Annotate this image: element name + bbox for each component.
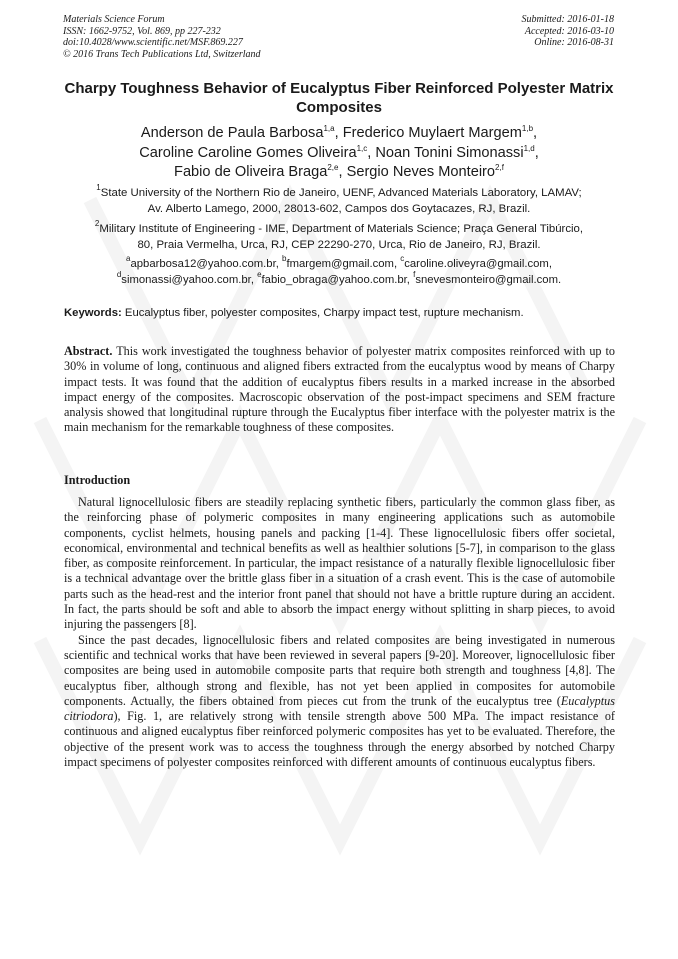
keywords-text: Eucalyptus fiber, polyester composites, Charpy impact test, rupture mechanism.: [124, 307, 524, 319]
issn-line: ISSN: 1662-9752, Vol. 869, pp 227-232: [63, 25, 221, 37]
affiliation-line: State University of the Northern Rio de Janeiro, UENF, Advanced Materials Laboratory, LAMAV;: [100, 187, 582, 199]
email-link[interactable]: apbarbosa12@yahoo.com.br: [130, 258, 276, 270]
journal-header: [63, 14, 261, 60]
abstract: [64, 344, 615, 436]
author-name: Caroline Caroline Gomes Oliveira: [139, 144, 357, 161]
author-name: Noan Tonini Simonassi: [375, 144, 524, 161]
author-sup: 2,e: [327, 163, 339, 172]
affiliation-line: Av. Alberto Lamego, 2000, 28013-602, Campos dos Goytacazes, RJ, Brazil.: [147, 203, 531, 215]
section-heading: Introduction: [64, 473, 131, 487]
email-sup: c: [400, 254, 405, 263]
paragraph: [64, 633, 615, 771]
author-sup: 1,b: [521, 124, 534, 133]
abstract-text: This work investigated the toughness behavior of polyester matrix composites reinforced with up to 30% in volume of long, continuous and aligned fibers extracted from the eucalyptus wood by means of Charpy impact tests. It was found that the addition of eucalyptus fibers results in a marked increase in the absorbed impact energy of the composites. Macroscopic observation of the post-impact specimens and SEM fracture analysis showed that longitudinal rupture through the Eucalyptus fiber interface with the polyester matrix is the main mechanism for the remarkable toughness of these composites.: [64, 344, 615, 435]
affiliation-sup: 1: [96, 183, 101, 192]
email-sup: a: [126, 254, 131, 263]
email-link[interactable]: fabio_obraga@yahoo.com.br: [261, 273, 407, 286]
email-list: $^a$apbarbosa12@yahoo.com.br, $^b$fmargem@gmail.com, $^c$caroline.oliveyra@gmail.com, $^d$simonassi@yahoo.com.br, $^e$fabio_obraga@yahoo.com.br, $^f$snevesmonteiro@gmail.com.: [116, 254, 562, 286]
dates-header: [522, 14, 615, 49]
author-name: Fabio de Oliveira Braga: [174, 164, 328, 180]
email-link[interactable]: simonassi@yahoo.com.br: [121, 273, 251, 286]
affiliation-sup: 2: [94, 219, 100, 228]
journal-name: Materials Science Forum: [63, 14, 165, 25]
paper-title: Charpy Toughness Behavior of Eucalyptus Fiber Reinforced Polyester Matrix Composites: [64, 80, 614, 116]
author-sup: 2,f: [495, 163, 504, 172]
email-sup: b: [282, 254, 287, 263]
affiliation-2: [62, 221, 616, 253]
email-link[interactable]: caroline.oliveyra@gmail.com: [404, 258, 549, 270]
author-sup: 1,d: [523, 143, 535, 153]
email-link[interactable]: fmargem@gmail.com: [286, 258, 394, 270]
introduction-body: [64, 495, 615, 770]
author-sup: 1,a: [323, 124, 335, 133]
author-name: Frederico Muylaert Margem: [342, 125, 522, 141]
author-sup: 1,c: [356, 143, 368, 153]
abstract-label: Abstract.: [64, 344, 113, 358]
affiliation-line: Military Institute of Engineering - IME, Department of Materials Science; Praça General Tibúrcio,: [99, 223, 584, 235]
submitted-date: Submitted: 2016-01-18: [521, 14, 614, 25]
accepted-date: Accepted: 2016-03-10: [524, 25, 614, 37]
author-name: Anderson de Paula Barbosa: [140, 125, 324, 141]
author-name: Sergio Neves Monteiro: [346, 164, 496, 180]
paragraph: Natural lignocellulosic fibers are steadily replacing synthetic fibers, particularly the common glass fiber, as the reinforcing phase of polymeric composites in many engineering applications such as automobile components, cyclist helmets, housing panels and packing [1-4]. These lignocellulosic fibers offer societal, economical, environmental and technical benefits as well as healthier solutions [5-7], in comparison to the glass fiber, as composite reinforcement. In particular, the impact resistance of a naturally flexible lignocellulosic fiber is a technical advantage over the brittle glass fiber in a situation of a crash event. This is the case of automobile parts such as the head-rest and the interior front panel that should not have a brittle rupture during an accident. In fact, the parts should be soft and able to absorb the impact energy without splitting in sharp pieces, to avoid injuring the passengers [8].: [64, 495, 615, 632]
keywords: [64, 306, 616, 320]
email-sup: f: [413, 269, 416, 279]
species-name: Eucalyptus citriodora: [64, 693, 615, 724]
email-sup: d: [116, 269, 122, 279]
email-sup: e: [257, 269, 262, 279]
email-link[interactable]: snevesmonteiro@gmail.com: [415, 273, 559, 286]
copyright-line: © 2016 Trans Tech Publications Ltd, Switzerland: [63, 48, 261, 60]
author-list: Anderson de Paula Barbosa$^{1,a}$, Frederico Muylaert Margem$^{1,b}$, Caroline Caroline Gomes Oliveira$^{1,c}$, Noan Tonini Simonassi$^{1,d}$, Fabio de Oliveira Braga$^{2,e}$, Sergio Neves Monteiro$^{2,f}$: [139, 124, 539, 180]
online-date: Online: 2016-08-31: [534, 37, 614, 49]
keywords-label: Keywords:: [64, 307, 122, 319]
affiliation-1: [62, 185, 616, 217]
paragraph-text: Since the past decades, lignocellulosic fibers and related composites are being investigated in numerous scientific and technical works that have been reviewed in several papers [9-20]. Moreover, lignocellulosic fiber composites are being used in automobile composite parts that require both strength and toughness [4,8]. The eucalyptus fiber, although strong and flexible, has not yet been applied in composites for automobile components. Actually, the fibers obtained from pieces cut from the trunk of the eucalyptus tree (: [64, 632, 615, 708]
doi-line: doi:10.4028/www.scientific.net/MSF.869.227: [63, 37, 243, 49]
affiliation-line: 80, Praia Vermelha, Urca, RJ, CEP 22290-270, Urca, Rio de Janeiro, RJ, Brazil.: [137, 239, 541, 251]
paragraph-text: ), Fig. 1, are relatively strong with tensile strength above 500 MPa. The impact resistance of continuous and aligned eucalyptus fiber reinforced polymeric composites has yet to be evaluated. Therefore, the objective of the present work was to access the toughness through the energy absorbed by notched Charpy impact specimens of polyester composites reinforced with different amounts of continuous eucalyptus fibers.: [64, 709, 615, 770]
